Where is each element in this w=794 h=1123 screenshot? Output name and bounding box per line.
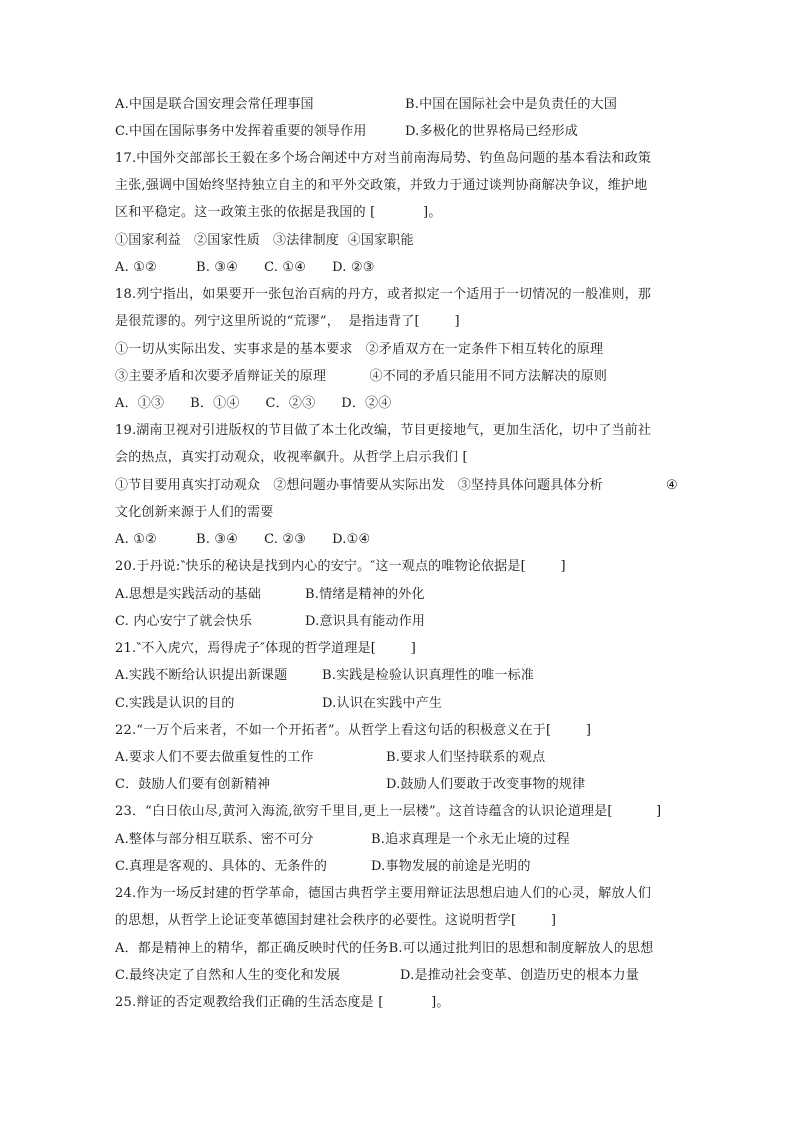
q21-option-d: D.认识在实践中产生 <box>322 696 443 711</box>
q17-stem-line3: 区和平稳定。这一政策主张的依据是我国的 [ ]。 <box>115 205 442 220</box>
q20-stem: 20.于丹说:‶快乐的秘诀是找到内心的安宁。″这一观点的唯物论依据是[ ] <box>115 559 566 574</box>
q24-option-d: D.是推动社会变革、创造历史的根本力量 <box>400 968 639 983</box>
q19-stem-line2: 会的热点，真实打动观众，收视率飙升。从哲学上启示我们 [ <box>115 450 468 465</box>
q24-stem-line2: 的思想，从哲学上论证变革德国封建社会秩序的必要性。这说明哲学[ ] <box>115 913 557 928</box>
q22-option-a: A.要求人们不要去做重复性的工作 <box>115 750 314 765</box>
q25-stem: 25.辩证的否定观教给我们正确的生活态度是 [ ]。 <box>115 995 450 1010</box>
q24-options-ab: A．都是精神上的精华，都正确反映时代的任务B.可以通过批判旧的思想和制度解放人的思想 <box>115 941 654 956</box>
q23-option-c: C.真理是客观的、具体的、无条件的 <box>115 859 328 874</box>
q22-option-d: D.鼓励人们要敢于改变事物的规律 <box>386 777 586 792</box>
q19-items-line2: 文化创新来源于人们的需要 <box>115 505 274 520</box>
q20-option-a: A.思想是实践活动的基础 <box>115 587 261 602</box>
q23-option-a: A.整体与部分相互联系、密不可分 <box>115 832 314 847</box>
q21-option-b: B.实践是检验认识真理性的唯一标准 <box>322 668 535 683</box>
q20-option-b: B.情绪是精神的外化 <box>305 587 425 602</box>
q23-option-d: D.事物发展的前途是光明的 <box>371 859 531 874</box>
q18-items-line1: ①一切从实际出发、实事求是的基本要求 ②矛盾双方在一定条件下相互转化的原理 <box>115 342 604 357</box>
q19-items-line1: ①节目要用真实打动观众 ②想问题办事情要从实际出发 ③坚持具体问题具体分析 <box>115 478 603 493</box>
q17-stem-line2: 主张,强调中国始终坚持独立自主的和平外交政策，并致力于通过谈判协商解决争议，维护地 <box>115 178 648 193</box>
q23-stem: 23．“白日依山尽,黄河入海流,欲穷千里目,更上一层楼”。这首诗蕴含的认识论道理是[ ] <box>115 804 662 819</box>
q22-option-b: B.要求人们坚持联系的观点 <box>386 750 546 765</box>
q19-stem-line1: 19.湖南卫视对引进版权的节目做了本土化改编，节目更接地气，更加生活化，切中了当前社 <box>115 423 652 438</box>
q20-option-d: D.意识具有能动作用 <box>305 614 426 629</box>
q18-items-line2: ③主要矛盾和次要矛盾辩证关的原理 ④不同的矛盾只能用不同方法解决的原则 <box>115 369 608 384</box>
q24-stem-line1: 24.作为一场反封建的哲学革命，德国古典哲学主要用辩证法思想启迪人们的心灵，解放人们 <box>115 886 652 901</box>
q16-option-b: B.中国在国际社会中是负责任的大国 <box>405 97 618 112</box>
q21-option-a: A.实践不断给认识提出新课题 <box>115 668 288 683</box>
q17-options: A. ①② B. ③④ C. ①④ D. ②③ <box>115 260 375 275</box>
q16-option-c: C.中国在国际事务中发挥着重要的领导作用 <box>115 124 367 139</box>
q18-stem-line2: 是很荒谬的。列宁这里所说的“荒谬”， 是指违背了[ ] <box>115 314 460 329</box>
q23-option-b: B.追求真理是一个永无止境的过程 <box>371 832 570 847</box>
q24-option-c: C.最终决定了自然和人生的变化和发展 <box>115 968 341 983</box>
q16-option-a: A.中国是联合国安理会常任理事国 <box>115 97 314 112</box>
q22-stem: 22.“一万个后来者，不如一个开拓者”。从哲学上看这句话的积极意义在于[ ] <box>115 723 592 738</box>
q18-stem-line1: 18.列宁指出，如果要开一张包治百病的丹方，或者拟定一个适用于一切情况的一般准则，那 <box>115 287 652 302</box>
q17-items: ①国家利益 ②国家性质 ③法律制度 ④国家职能 <box>115 233 414 248</box>
q20-option-c: C. 内心安宁了就会快乐 <box>115 614 253 629</box>
q21-option-c: C.实践是认识的目的 <box>115 696 235 711</box>
q21-stem: 21.‶不入虎穴，焉得虎子″体现的哲学道理是[ ] <box>115 641 416 656</box>
q16-option-d: D.多极化的世界格局已经形成 <box>405 124 578 139</box>
q17-stem-line1: 17.中国外交部部长王毅在多个场合阐述中方对当前南海局势、钓鱼岛问题的基本看法和政策 <box>115 151 652 166</box>
q19-item-4-marker: ④ <box>666 478 678 493</box>
q19-options: A. ①② B. ③④ C. ②③ D.①④ <box>115 532 371 547</box>
q18-options: A．①③ B．①④ C．②③ D．②④ <box>115 396 392 411</box>
q22-option-c: C．鼓励人们要有创新精神 <box>115 777 271 792</box>
